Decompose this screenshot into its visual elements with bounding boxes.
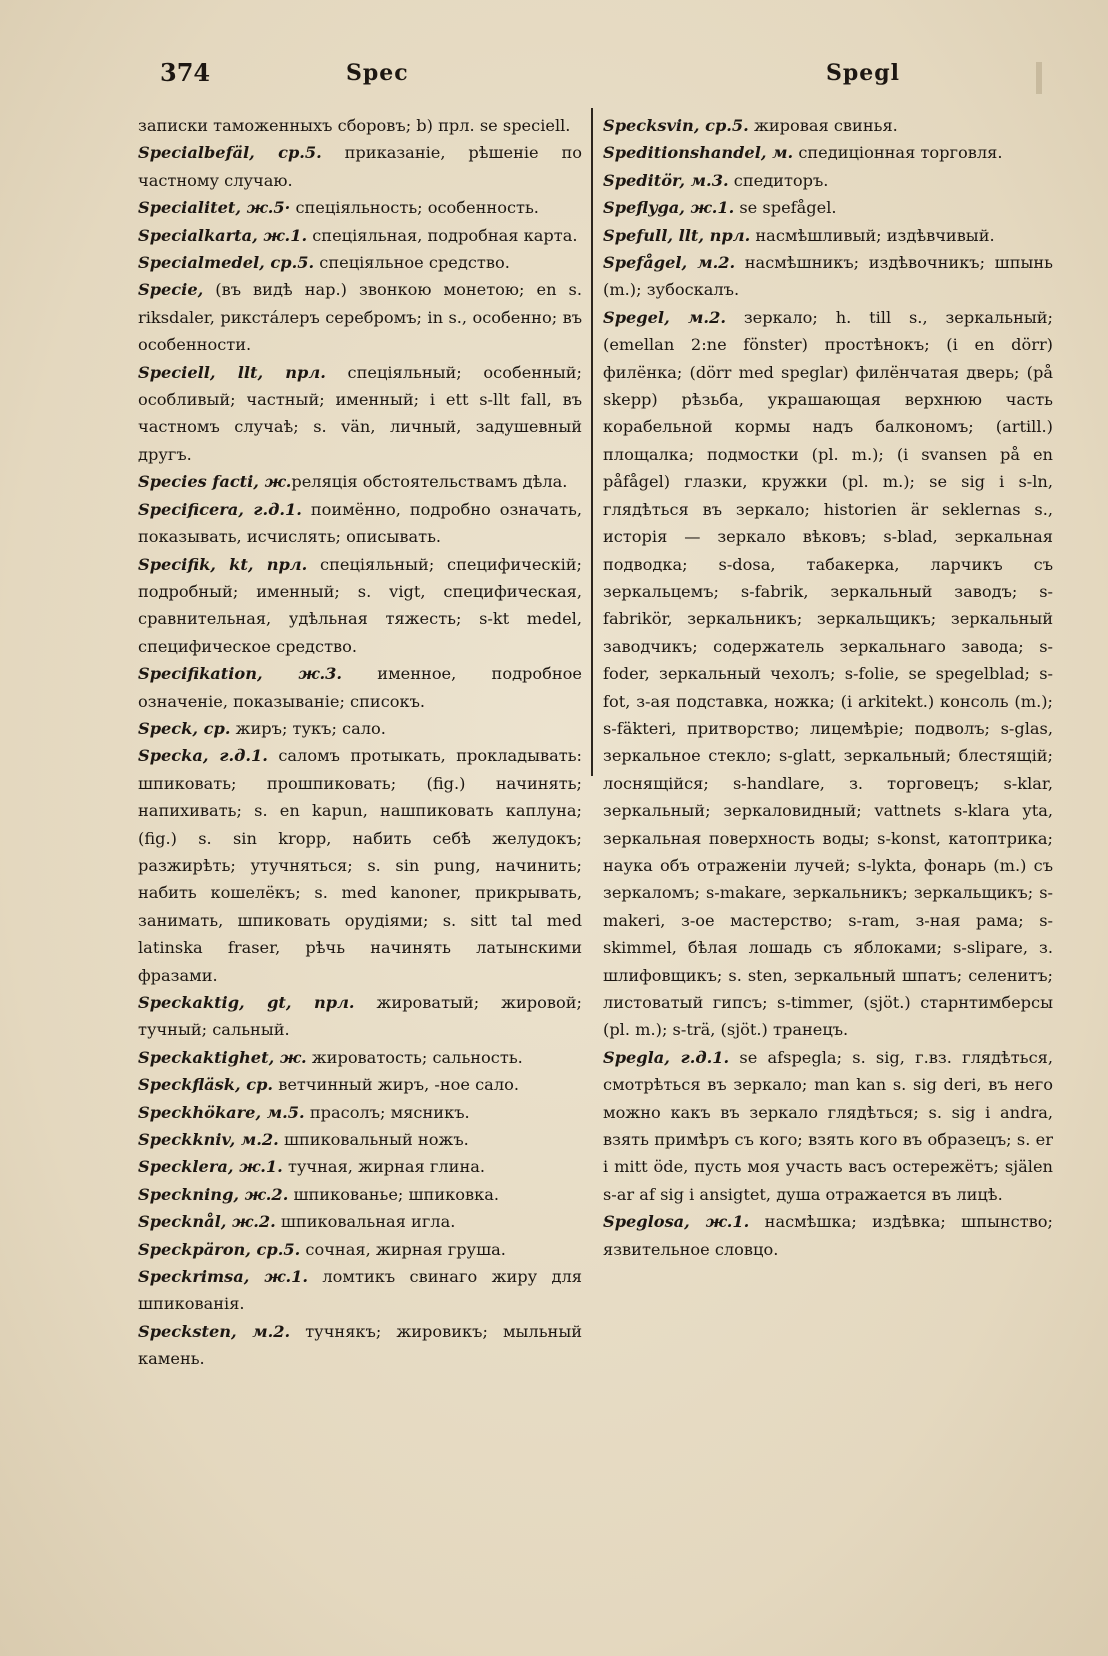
entry-definition: насмѣшникъ; издѣвочникъ; шпынь (m.); зубоскалъ. [603,253,1053,300]
entry-definition: спеціяльность; особенность. [290,198,539,218]
dictionary-entry [138,276,582,358]
entry-headword: Speck, ср. [138,718,231,738]
entry-definition: реляція обстоятельствамъ дѣла. [291,472,568,492]
entry-headword: Specialmedel, ср.5. [138,253,315,273]
dictionary-entry [138,249,582,276]
entry-definition: шпикованье; шпиковка. [288,1184,500,1204]
entry-headword: Specifik, kt, прл. [138,554,308,574]
entry-headword: Spegel, м.2. [603,307,726,327]
entry-headword: Specksvin, ср.5. [603,116,749,135]
entry-headword: Speglosa, ж.1. [603,1212,750,1232]
entry-definition: жиръ; тукъ; сало. [230,718,386,738]
continuation-text: записки таможенныхъ сборовъ; b) прл. se speciell. [138,116,571,135]
entry-headword: Speflyga, ж.1. [603,198,735,218]
entry-headword: Specksten, м.2. [138,1321,291,1341]
left-column [138,112,582,1373]
entry-definition: именное, подробное означеніе, показываніе; списокъ. [138,664,582,711]
dictionary-entry [603,249,1053,304]
entry-headword: Speckrimsa, ж.1. [138,1267,308,1287]
entry-definition: тучная, жирная глина. [282,1157,486,1177]
dictionary-entry [138,715,582,742]
page-header [160,58,900,94]
dictionary-entry [138,468,582,495]
entry-headword: Speditionshandel, м. [603,143,794,163]
dictionary-entry [138,660,582,715]
entry-definition: шпиковальная игла. [275,1212,456,1232]
dictionary-entry [138,1071,582,1098]
left-guide-word: Spec [346,60,409,86]
entry-headword: Specialitet, ж.5· [138,198,291,218]
dictionary-entry [138,1318,582,1373]
dictionary-entry [138,742,582,989]
dictionary-entry [138,1236,582,1263]
entry-definition: спеціяльный; особенный; особливый; частный; именный; i ett s-llt fall, въ частномъ случаѣ; s. vän, личный, задушевный другъ. [138,362,582,464]
dictionary-entry [138,1126,582,1153]
page-number: 374 [160,58,211,87]
dictionary-entry [603,1208,1053,1263]
entry-definition: ветчинный жиръ, -ное сало. [273,1075,519,1095]
entry-headword: Speckkniv, м.2. [138,1130,279,1150]
dictionary-entry [138,496,582,551]
dictionary-entry [603,167,1053,194]
dictionary-entry [138,1099,582,1126]
entry-definition: приказаніе, рѣшеніе по частному случаю. [138,143,582,190]
entry-definition: se spefågel. [734,198,837,218]
dictionary-entry [138,1263,582,1318]
entry-definition: жироватый; жировой; тучный; сальный. [138,993,582,1040]
entry-headword: Specklera, ж.1. [138,1157,283,1177]
entry-definition: спедиторъ. [728,170,829,190]
entry-headword: Speckfläsk, ср. [138,1075,274,1095]
entry-definition: зеркало; h. till s., зеркальный; (emellan 2:ne fönster) простѣнокъ; (i en dörr) филёнка; (dörr med speglar) филёнчатая дверь; (på skepp) рѣзьба, украшающая верхнюю часть корабельной кормы надъ балкономъ; (artill.) площалка; подмостки (pl. m.); (i svansen på en påfågel) глазки, кружки (pl. m.); se sig i s-ln, глядѣться въ зеркало; historien är seklernas s., исторія — зеркало вѣковъ; s-blad, зеркальная подводка; s-dosa, табакерка, ларчикъ съ зеркальцемъ; s-fabrik, зеркальный заводъ; s-fabrikör, зеркальникъ; зеркальщикъ; зеркальный заводчикъ; содержатель зеркальнаго завода; s-foder, зеркальный чехолъ; s-folie, se spegelblad; s-fot, з-ая подставка, ножка; (i arkitekt.) консоль (m.); s-fäkteri, притворство; лицемѣріе; подволъ; s-glas, зеркальное стекло; s-glatt, зеркальный; блестящій; лоснящійся; s-handlare, з. торговецъ; s-klar, зеркальный; зеркаловидный; vattnets s-klara yta, зеркальная поверхность воды; s-konst, катоптрика; наука объ отраженіи лучей; s-lykta, фонарь (m.) съ зеркаломъ; s-makare, зеркальникъ; зеркальщикъ; s-makeri, з-ое мастерство; s-ram, з-ная рама; s-skimmel, бѣлая лошадь съ яблоками; s-slipare, з. шлифовщикъ; s. sten, зеркальный шпатъ; селенитъ; листоватый гипсъ; s-timmer, (sjöt.) старнтимберсы (pl. m.); s-trä, (sjöt.) транецъ. [603,307,1053,1040]
entry-headword: Speckning, ж.2. [138,1184,289,1204]
dictionary-entry [138,551,582,661]
dictionary-entry [603,112,1053,139]
entry-headword: Specificera, г.д.1. [138,499,302,519]
entry-headword: Speckaktig, gt, прл. [138,993,355,1012]
dictionary-entry [603,139,1053,166]
entry-definition: саломъ протыкать, прокладывать: шпиковать; прошпиковать; (fig.) начинять; напихивать; s. en kapun, нашпиковать каплуна; (fig.) s. sin kropp, набить себѣ желудокъ; разжирѣть; утучняться; s. sin pung, начинить; набить кошелёкъ; s. med kanoner, прикрывать, занимать, шпиковать орудіями; s. sitt tal med latinska fraser, рѣчь начинять латынскими фразами. [138,746,582,985]
dictionary-entry [603,222,1053,249]
entry-definition: сочная, жирная груша. [300,1239,506,1259]
entry-headword: Specialkarta, ж.1. [138,225,308,245]
entry-definition: жироватость; сальность. [306,1047,523,1067]
entry-definition: поимённо, подробно означать, показывать, исчислять; описывать. [138,499,582,547]
entry-definition: насмѣшка; издѣвка; шпынство; язвительное словцо. [603,1212,1053,1259]
entry-definition: спеціяльная, подробная карта. [307,225,578,245]
dictionary-entry [603,194,1053,221]
entry-definition: спеціяльное средство. [314,253,510,273]
entry-headword: Specie, [138,280,204,300]
entry-definition: спедиціонная торговля. [793,143,1003,163]
dictionary-entry [138,359,582,469]
dictionary-entry [603,1044,1053,1208]
entry-headword: Specialbefäl, ср.5. [138,143,322,163]
dictionary-entry [138,139,582,194]
entry-headword: Species facti, ж. [138,472,292,492]
entry-headword: Speckhökare, м.5. [138,1102,305,1122]
dictionary-entry [138,1208,582,1235]
entry-headword: Speckpäron, ср.5. [138,1239,301,1259]
entry-definition: насмѣшливый; издѣвчивый. [750,225,995,245]
column-divider [591,108,593,776]
entry-headword: Speciell, llt, прл. [138,362,326,382]
entry-definition: тучнякъ; жировикъ; мыльный камень. [138,1321,582,1369]
entry-definition: шпиковальный ножъ. [278,1130,469,1150]
entry-definition: (въ видѣ нар.) звонкою монетою; en s. riksdaler, рикстáлеръ серебромъ; in s., особенно; въ особенности. [138,280,582,355]
entry-headword: Spegla, г.д.1. [603,1047,730,1067]
page-edge-mark [1036,62,1042,94]
entry-headword: Speditör, м.3. [603,170,729,190]
entry-definition: se afspegla; s. sig, г.вз. глядѣться, смотрѣться въ зеркало; man kan s. sig deri, въ него можно какъ въ зеркало глядѣться; s. sig i andra, взять примѣръ съ кого; взять кого въ образецъ; s. er i mitt öde, пусть моя участь васъ остережётъ; själen s-ar af sig i ansigtet, душа отражается въ лицѣ. [603,1047,1053,1204]
right-column [603,112,1053,1263]
entry-headword: Spefull, llt, прл. [603,225,751,245]
entry-headword: Specka, г.д.1. [138,746,268,766]
dictionary-entry [138,194,582,221]
dictionary-entry [138,989,582,1044]
entry-headword: Speckaktighet, ж. [138,1047,307,1067]
entry-definition: прасолъ; мясникъ. [304,1102,470,1122]
dictionary-entry [603,304,1053,1044]
dictionary-entry [138,1181,582,1208]
dictionary-entry [138,1153,582,1180]
entry-headword: Specknål, ж.2. [138,1212,276,1232]
entry-definition: жировая свинья. [748,116,898,135]
dictionary-entry [138,1044,582,1071]
entry-headword: Spefågel, м.2. [603,253,736,273]
entry-definition: ломтикъ свинаго жиру для шпикованія. [138,1267,582,1314]
entry-definition: спеціяльный; специфическій; подробный; именный; s. vigt, специфическая, сравнительная, удѣльная тяжесть; s-kt medel, специфическое средство. [138,554,582,656]
right-guide-word: Spegl [825,60,900,86]
dictionary-entry [138,222,582,249]
entry-headword: Specifikation, ж.3. [138,664,343,684]
